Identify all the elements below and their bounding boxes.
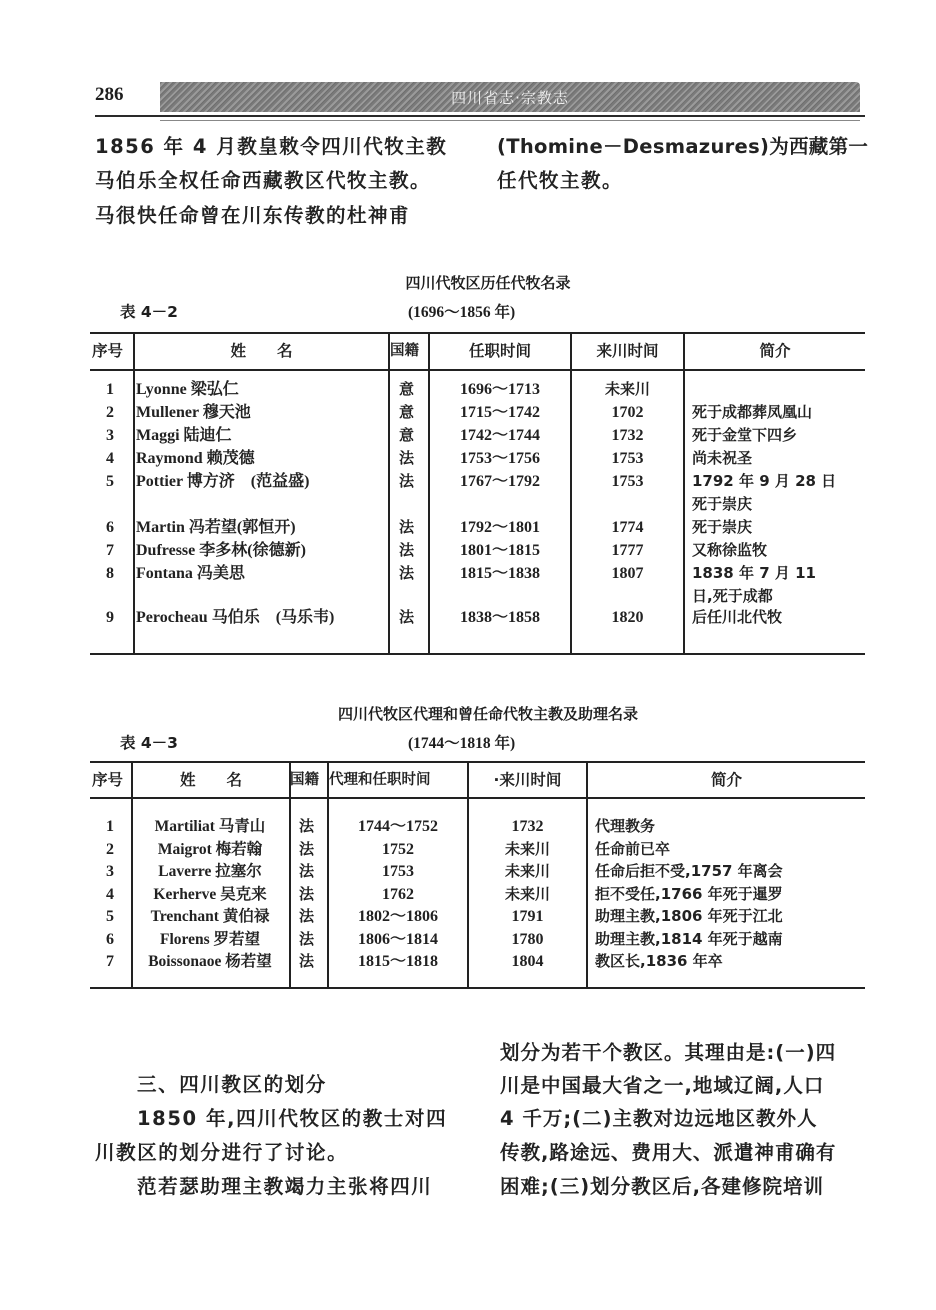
cell-nationality: 法 <box>399 518 415 536</box>
cell-term: 1815～1818 <box>357 953 438 970</box>
header-cell-notes: 简介 <box>710 771 742 789</box>
cell-term: 1742～1744 <box>459 427 540 444</box>
cell-no: 3 <box>106 427 114 444</box>
cell-arrival: 1780 <box>511 930 544 948</box>
cell-no: 7 <box>106 542 114 559</box>
cell-arrival: 1753 <box>611 450 644 467</box>
cell-name: Martin 冯若望(郭恒开) <box>136 519 296 536</box>
cell-arrival: 未来川 <box>504 862 550 880</box>
header-cell-arrival: 来川时间 <box>596 342 659 360</box>
cell-term: 1792～1801 <box>459 519 540 536</box>
cell-name: Laverre 拉塞尔 <box>158 863 262 880</box>
cell-nationality: 法 <box>399 541 415 559</box>
table-label: 表 4－2 <box>120 303 178 321</box>
text-line: 1856 年 4 月教皇敕令四川代牧主教 <box>95 135 448 158</box>
cell-name: Florens 罗若望 <box>159 930 261 948</box>
cell-nationality: 法 <box>299 839 315 858</box>
cell-notes-cont: 日,死于成都 <box>692 587 773 605</box>
cell-notes: 死于金堂下四乡 <box>692 426 798 444</box>
cell-term: 1838～1858 <box>459 609 540 626</box>
cell-no: 2 <box>106 840 114 858</box>
cell-arrival: 未来川 <box>504 884 550 903</box>
table-header-border <box>90 369 865 371</box>
cell-name: Raymond 赖茂德 <box>136 450 255 467</box>
cell-nationality: 意 <box>399 426 415 444</box>
cell-name: Martiliat 马青山 <box>154 818 266 835</box>
cell-arrival: 1702 <box>611 404 644 421</box>
table-bottom-border <box>90 653 865 655</box>
cell-notes-cont: 死于崇庆 <box>692 495 753 513</box>
cell-notes: 任命后拒不受,1757 年离会 <box>595 862 783 880</box>
cell-nationality: 法 <box>299 907 315 925</box>
text-line: 困难;(三)划分教区后,各建修院培训 <box>500 1175 825 1198</box>
cell-nationality: 法 <box>299 884 315 903</box>
cell-no: 6 <box>106 930 114 948</box>
column-divider <box>289 761 291 988</box>
table-bottom-border <box>90 987 865 989</box>
text-line: 马伯乐全权任命西藏教区代牧主教。 <box>95 169 432 192</box>
text-line: 4 千万;(二)主教对边远地区教外人 <box>500 1107 818 1130</box>
cell-notes: 1792 年 9 月 28 日 <box>692 472 837 490</box>
cell-notes: 任命前已卒 <box>595 839 671 858</box>
text-line: 马很快任命曾在川东传教的杜神甫 <box>95 204 411 227</box>
table-date-range: (1696～1856 年) <box>408 304 516 321</box>
cell-term: 1802～1806 <box>357 908 438 925</box>
cell-no: 1 <box>106 381 114 398</box>
cell-nationality: 法 <box>299 862 315 880</box>
running-title: 四川省志·宗教志 <box>451 89 569 107</box>
header-cell-name: 姓 名 <box>230 342 293 360</box>
table-title: 四川代牧区历任代牧名录 <box>405 274 571 292</box>
cell-name: Maigrot 梅若翰 <box>157 840 263 858</box>
cell-arrival: 1820 <box>611 609 644 626</box>
cell-arrival: 未来川 <box>604 380 650 398</box>
cell-nationality: 法 <box>299 929 315 948</box>
cell-name: Dufresse 李多林(徐德新) <box>136 542 306 559</box>
text-line: 川是中国最大省之一,地域辽阔,人口 <box>500 1074 825 1097</box>
cell-no: 7 <box>106 953 114 970</box>
cell-notes: 教区长,1836 年卒 <box>595 952 723 970</box>
cell-name: Lyonne 梁弘仁 <box>136 381 239 398</box>
cell-no: 4 <box>106 450 114 467</box>
text-line: 划分为若干个教区。其理由是:(一)四 <box>500 1041 837 1064</box>
text-line: (Thomine－Desmazures)为西藏第一 <box>497 135 869 158</box>
header-rule <box>95 115 865 117</box>
cell-term: 1696～1713 <box>459 381 540 398</box>
cell-notes: 死于崇庆 <box>692 518 753 536</box>
header-cell-no: 序号 <box>92 342 124 360</box>
cell-notes: 拒不受任,1766 年死于暹罗 <box>595 884 783 903</box>
section-heading: 三、四川教区的划分 <box>137 1073 327 1096</box>
header-cell-arrival: ·来川时间 <box>493 771 562 789</box>
cell-notes: 助理主教,1814 年死于越南 <box>595 929 783 948</box>
table-header-border <box>90 797 865 799</box>
column-divider <box>683 332 685 654</box>
cell-term: 1806～1814 <box>357 930 438 948</box>
page-number: 286 <box>95 84 124 105</box>
header-cell-term: 代理和任职时间 <box>329 772 431 788</box>
cell-arrival: 1791 <box>511 908 544 925</box>
header-cell-no: 序号 <box>92 771 124 789</box>
cell-name: Kerherve 吴克来 <box>153 885 267 903</box>
cell-name: Boissonaoe 杨若望 <box>148 953 272 970</box>
text-line: 传教,路途远、费用大、派遣神甫确有 <box>500 1141 837 1164</box>
cell-nationality: 意 <box>399 380 415 398</box>
cell-no: 1 <box>106 818 114 835</box>
column-divider <box>133 332 135 654</box>
cell-no: 8 <box>106 565 114 582</box>
cell-no: 3 <box>106 863 114 880</box>
cell-arrival: 1807 <box>611 565 644 582</box>
running-header-banner <box>160 82 860 112</box>
cell-notes: 代理教务 <box>595 817 656 835</box>
cell-nationality: 法 <box>399 608 415 626</box>
cell-arrival: 未来川 <box>504 839 550 858</box>
cell-nationality: 意 <box>399 403 415 421</box>
cell-name: Fontana 冯美思 <box>136 565 245 582</box>
cell-name: Mullener 穆天池 <box>136 404 251 421</box>
column-divider <box>388 332 390 654</box>
table-label: 表 4－3 <box>120 734 178 752</box>
cell-nationality: 法 <box>299 817 315 835</box>
cell-notes: 1838 年 7 月 11 <box>692 564 816 582</box>
header-cell-nationality: 国籍 <box>390 343 419 359</box>
header-cell-term: 任职时间 <box>468 342 531 360</box>
cell-term: 1715～1742 <box>459 404 540 421</box>
cell-name: Maggi 陆迪仁 <box>136 427 232 444</box>
text-line: 川教区的划分进行了讨论。 <box>95 1141 349 1164</box>
cell-nationality: 法 <box>399 564 415 582</box>
cell-term: 1744～1752 <box>357 818 438 835</box>
text-line: 1850 年,四川代牧区的教士对四 <box>137 1107 448 1130</box>
cell-no: 6 <box>106 519 114 536</box>
cell-notes: 又称徐监牧 <box>692 541 768 559</box>
text-line: 范若瑟助理主教竭力主张将四川 <box>137 1175 433 1198</box>
cell-term: 1815～1838 <box>459 565 540 582</box>
table-top-border <box>90 761 865 763</box>
cell-nationality: 法 <box>399 472 415 490</box>
cell-arrival: 1753 <box>611 473 644 490</box>
header-cell-nationality: 国籍 <box>290 772 319 788</box>
cell-no: 4 <box>106 885 114 903</box>
cell-notes: 尚未祝圣 <box>692 449 753 467</box>
cell-nationality: 法 <box>399 449 415 467</box>
cell-no: 2 <box>106 404 114 421</box>
table-title: 四川代牧区代理和曾任命代牧主教及助理名录 <box>337 705 638 723</box>
header-cell-name: 姓 名 <box>179 771 242 789</box>
table-top-border <box>90 332 865 334</box>
header-cell-notes: 简介 <box>759 342 791 360</box>
text-line: 任代牧主教。 <box>497 169 624 192</box>
cell-no: 5 <box>106 908 114 925</box>
cell-nationality: 法 <box>299 952 315 970</box>
cell-notes: 死于成都葬凤凰山 <box>692 403 813 421</box>
header-rule-secondary <box>160 120 860 121</box>
cell-no: 9 <box>106 609 114 626</box>
cell-name: Trenchant 黄伯禄 <box>150 908 270 925</box>
cell-term: 1762 <box>382 885 414 903</box>
cell-no: 5 <box>106 473 114 490</box>
cell-term: 1767～1792 <box>459 473 540 490</box>
cell-arrival: 1732 <box>511 818 544 835</box>
cell-term: 1752 <box>382 840 414 858</box>
cell-term: 1753 <box>382 863 414 880</box>
cell-term: 1801～1815 <box>459 542 540 559</box>
table-date-range: (1744～1818 年) <box>408 735 516 752</box>
cell-name: Perocheau 马伯乐 (马乐韦) <box>136 609 335 626</box>
cell-arrival: 1774 <box>611 519 644 536</box>
cell-arrival: 1777 <box>611 542 644 559</box>
cell-term: 1753～1756 <box>459 450 540 467</box>
cell-arrival: 1732 <box>611 427 644 444</box>
cell-name: Pottier 博方济 (范益盛) <box>136 473 310 490</box>
column-divider <box>586 761 588 988</box>
cell-arrival: 1804 <box>511 953 544 970</box>
cell-notes: 后任川北代牧 <box>692 608 783 626</box>
cell-notes: 助理主教,1806 年死于江北 <box>595 907 783 925</box>
